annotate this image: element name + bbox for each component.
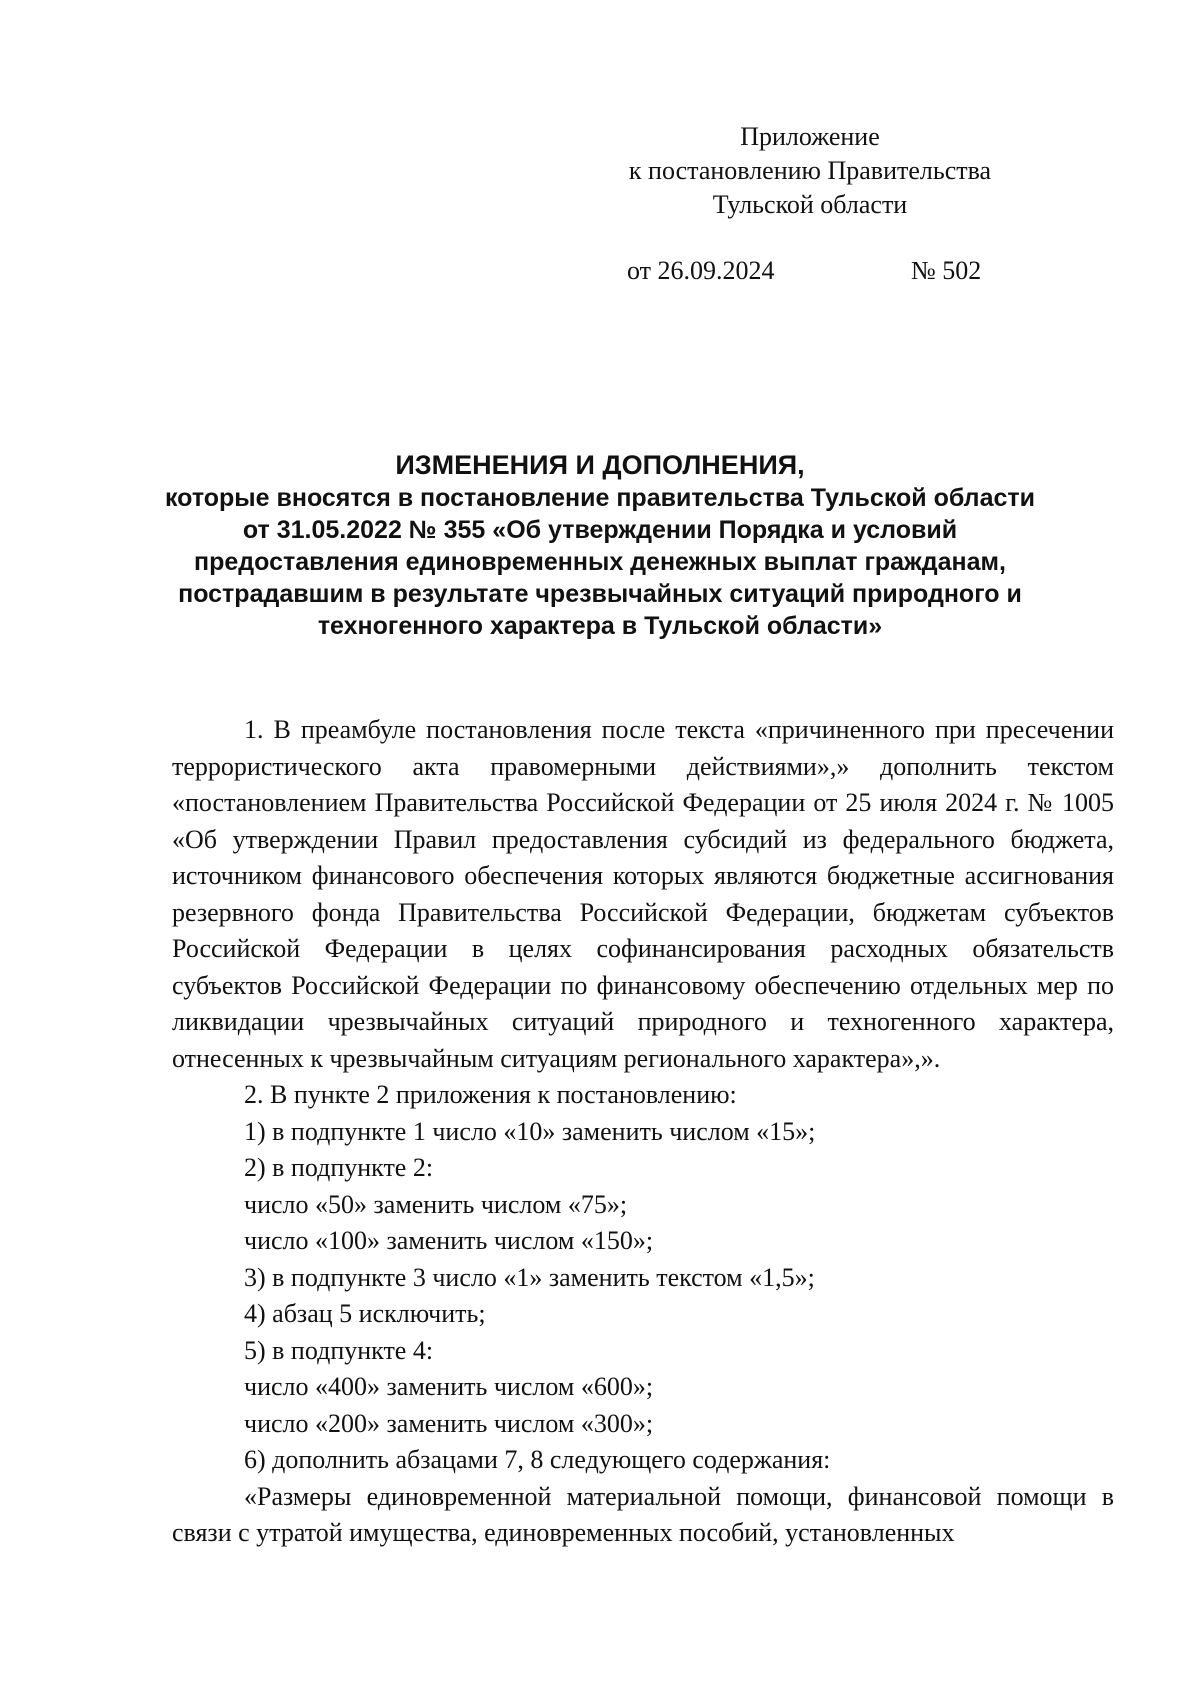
document-heading <box>150 448 1050 642</box>
appendix-block <box>600 120 1020 222</box>
body-line: число «400» заменить числом «600»; <box>244 1372 654 1401</box>
heading-title: ИЗМЕНЕНИЯ И ДОПОЛНЕНИЯ, <box>395 450 805 480</box>
appendix-line: Тульской области <box>712 190 908 219</box>
heading-line: предоставления единовременных денежных выплат гражданам, <box>194 548 1006 576</box>
body-line: число «100» заменить числом «150»; <box>244 1226 654 1255</box>
body-line: число «200» заменить числом «300»; <box>244 1408 654 1438</box>
paragraph-1: 1. В преамбуле постановления после текста «причиненного при пресечении террористического акта правомерными действиями»,» дополнить текстом «постановлением Правительства Российской Федерации от 25 июля 2024 г. № 1005 «Об утверждении Правил предоставления субсидий из федерального бюджета, источником финансового обеспечения которых являются бюджетные ассигнования резервного фонда Правительства Российской Федерации, бюджетам субъектов Российской Федерации в целях софинансирования расходных обязательств субъектов Российской Федерации по финансовому обеспечению отдельных мер по ликвидации чрезвычайных ситуаций природного и техногенного характера, отнесенных к чрезвычайным ситуациям регионального характера»,». <box>172 715 1114 1073</box>
heading-line: которые вносятся в постановление правительства Тульской области <box>165 484 1035 512</box>
paragraph-last: «Размеры единовременной материальной помощи, финансовой помощи в связи с утратой имущества, единовременных пособий, установленных <box>172 1481 1114 1547</box>
body-line: число «50» заменить числом «75»; <box>244 1189 628 1219</box>
body-line: 6) дополнить абзацами 7, 8 следующего содержания: <box>244 1445 831 1474</box>
body-line: 5) в подпункте 4: <box>244 1335 434 1365</box>
document-body <box>172 712 1114 1552</box>
appendix-line: к постановлению Правительства <box>628 156 992 185</box>
resolution-date: от 26.09.2024 <box>627 256 775 285</box>
heading-line: от 31.05.2022 № 355 «Об утверждении Порядка и условий <box>242 516 958 544</box>
body-line: 2) в подпункте 2: <box>244 1153 434 1182</box>
body-line: 1) в подпункте 1 число «10» заменить числом «15»; <box>244 1116 816 1146</box>
heading-line: техногенного характера в Тульской области» <box>317 612 883 640</box>
body-line: 2. В пункте 2 приложения к постановлению: <box>244 1080 737 1109</box>
appendix-line: Приложение <box>740 122 880 151</box>
body-line: 4) абзац 5 исключить; <box>244 1299 486 1328</box>
resolution-number: № 502 <box>911 256 982 285</box>
heading-line: пострадавшим в результате чрезвычайных ситуаций природного и <box>178 580 1022 608</box>
body-line: 3) в подпункте 3 число «1» заменить текстом «1,5»; <box>244 1262 815 1292</box>
